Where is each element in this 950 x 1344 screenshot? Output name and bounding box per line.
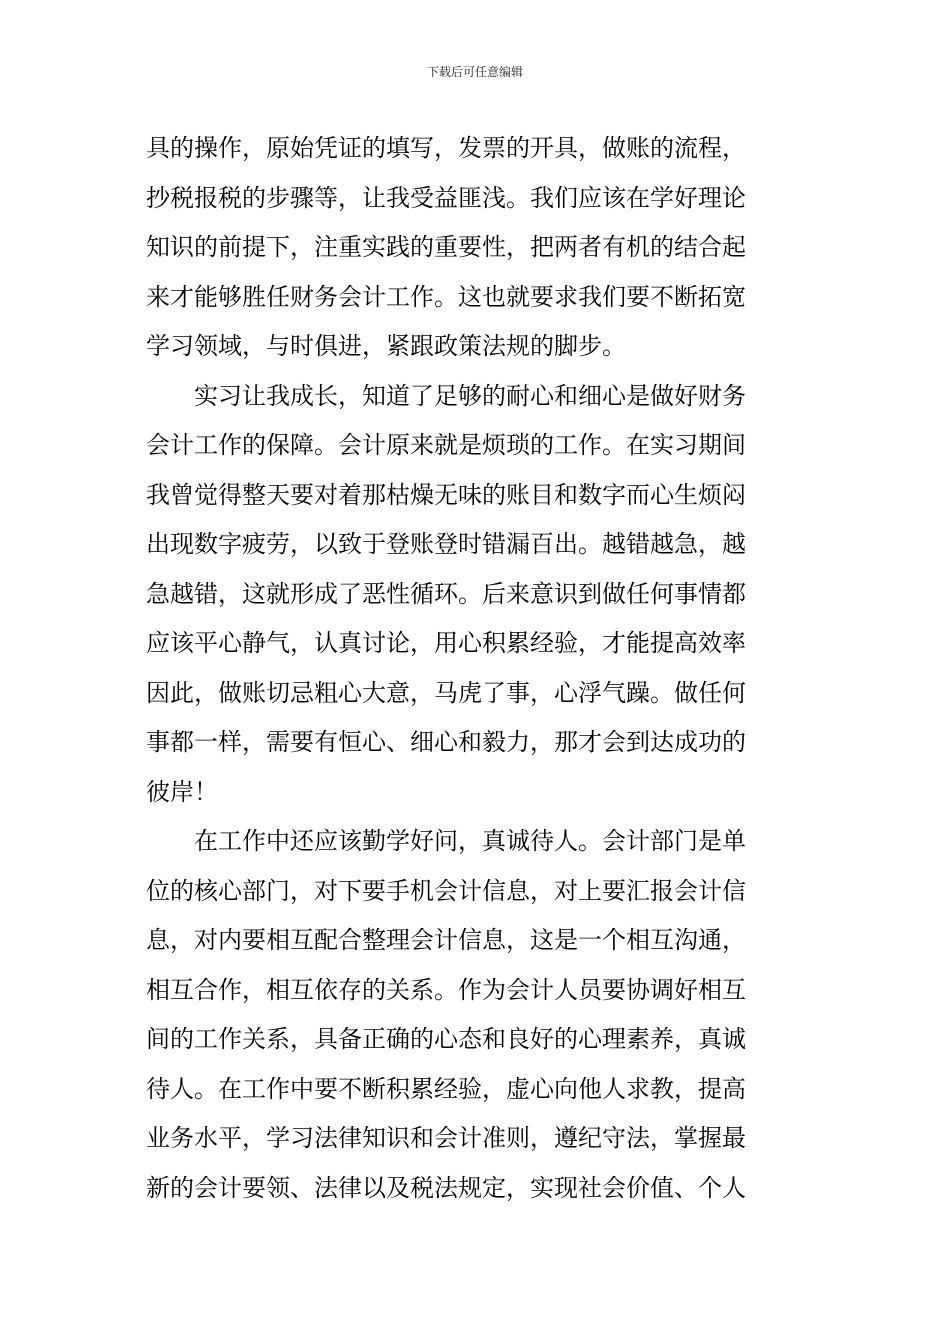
text-line: 来才能够胜任财务会计工作。这也就要求我们要不断拓宽 (146, 282, 746, 311)
text-line: 待人。在工作中要不断积累经验，虚心向他人求教，提高 (146, 1074, 746, 1103)
text-line: 相互合作，相互依存的关系。作为会计人员要协调好相互 (146, 975, 746, 1004)
paragraph-start-line: 实习让我成长，知道了足够的耐心和细心是做好财务 (146, 381, 746, 410)
text-line: 息，对内要相互配合整理会计信息，这是一个相互沟通， (146, 926, 746, 954)
text-line: 间的工作关系，具备正确的心态和良好的心理素养，真诚 (146, 1025, 746, 1053)
text-line: 应该平心静气，认真讨论，用心积累经验，才能提高效率 (146, 629, 746, 657)
text-line: 位的核心部门，对下要手机会计信息，对上要汇报会计信 (146, 876, 746, 905)
page-header: 下载后可任意编辑 (426, 65, 523, 79)
text-line: 新的会计要领、法律以及税法规定，实现社会价值、个人 (146, 1173, 746, 1202)
text-line: 知识的前提下，注重实践的重要性，把两者有机的结合起 (146, 233, 746, 261)
text-line: 因此，做账切忌粗心大意，马虎了事，心浮气躁。做任何 (146, 678, 746, 707)
text-line: 彼岸！ (146, 777, 218, 806)
text-line: 具的操作，原始凭证的填写，发票的开具，做账的流程， (146, 134, 746, 162)
text-line: 学习领域，与时俱进，紧跟政策法规的脚步。 (146, 332, 626, 360)
text-line: 业务水平，学习法律知识和会计准则，遵纪守法，掌握最 (146, 1124, 746, 1152)
text-line: 我曾觉得整天要对着那枯燥无味的账目和数字而心生烦闷 (146, 480, 746, 509)
text-line: 事都一样，需要有恒心、细心和毅力，那才会到达成功的 (146, 728, 746, 756)
text-line: 会计工作的保障。会计原来就是烦琐的工作。在实习期间 (146, 431, 746, 459)
text-line: 抄税报税的步骤等，让我受益匪浅。我们应该在学好理论 (146, 183, 746, 212)
paragraph-start-line: 在工作中还应该勤学好问，真诚待人。会计部门是单 (146, 827, 746, 855)
text-line: 出现数字疲劳，以致于登账登时错漏百出。越错越急，越 (146, 530, 746, 558)
document-body (146, 124, 808, 1213)
text-line: 急越错，这就形成了恶性循环。后来意识到做任何事情都 (146, 579, 746, 608)
